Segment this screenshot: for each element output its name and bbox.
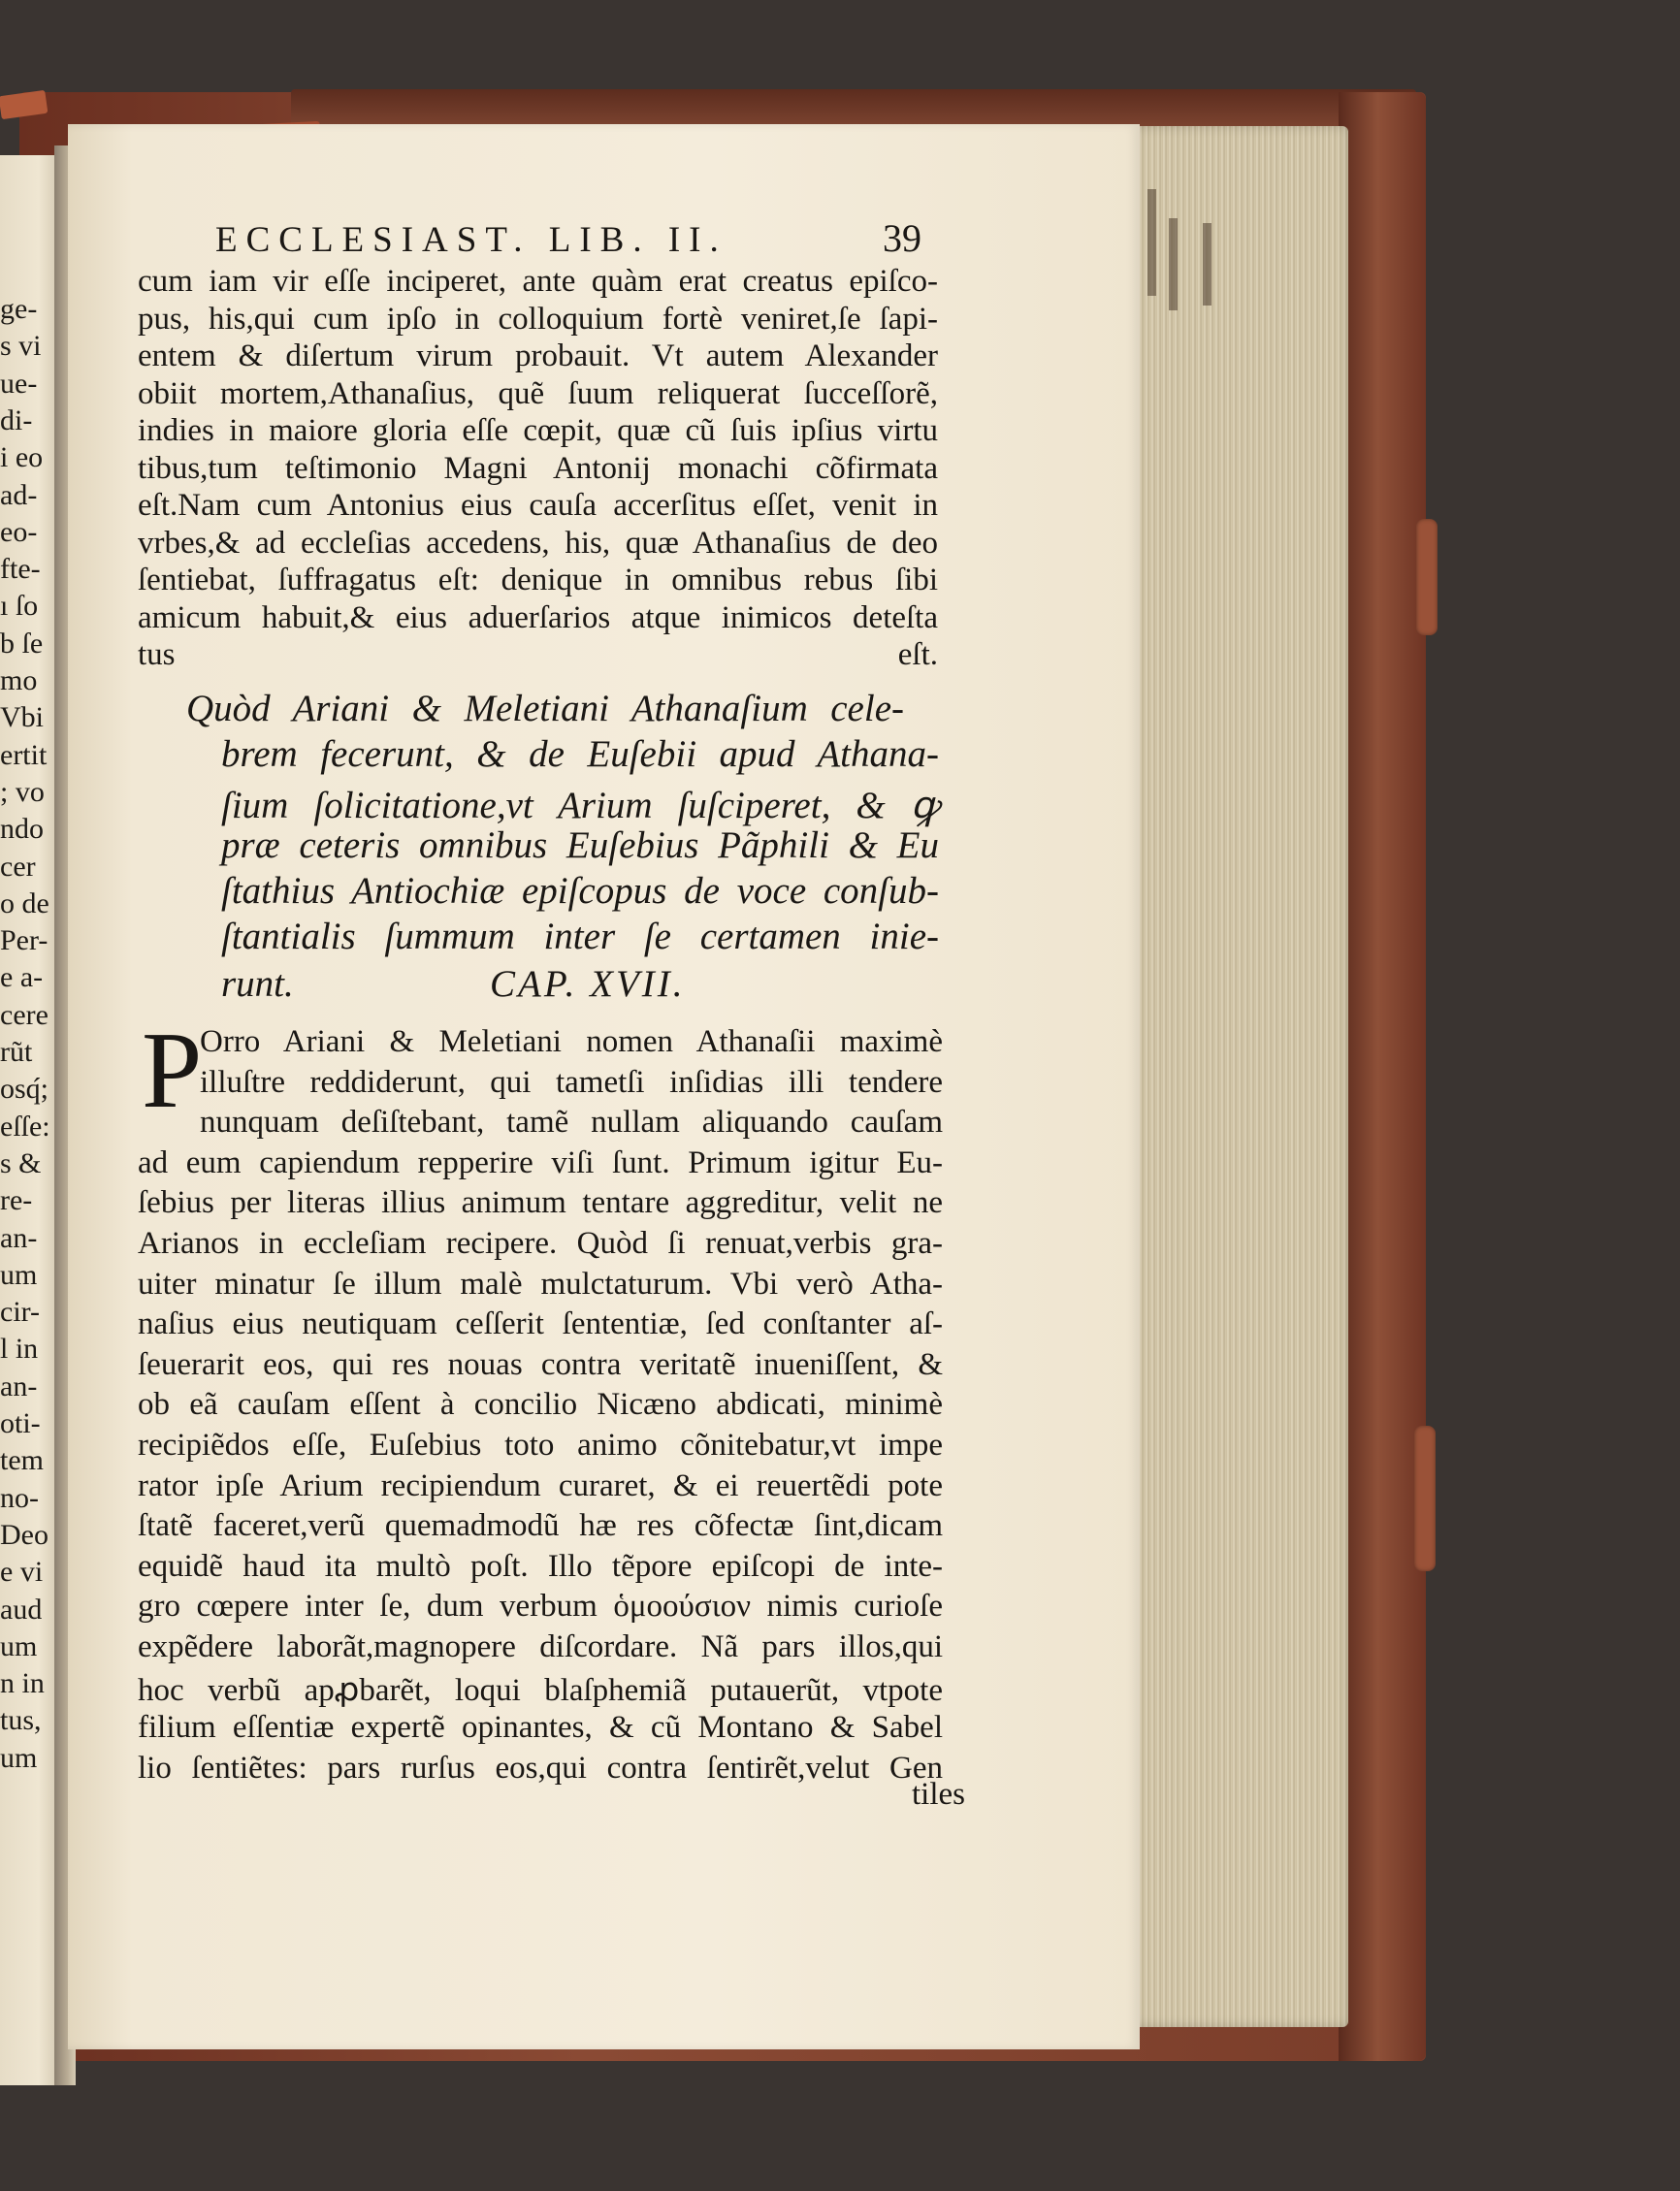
text-line: nunquam deſiſtebant, tamẽ nullam aliquando cauſam bbox=[200, 1105, 943, 1141]
left-page-text-fragment: ndo bbox=[0, 813, 44, 846]
left-page-text-fragment: tus, bbox=[0, 1704, 42, 1737]
left-page-text-fragment: rũt bbox=[0, 1036, 33, 1068]
text-line: amicum habuit,& eius aduerſarios atque inimicos deteſta bbox=[138, 599, 938, 635]
text-line: Orro Ariani & Meletiani nomen Athanaſii maximè bbox=[200, 1024, 943, 1059]
left-page-text-fragment: fte- bbox=[0, 553, 41, 586]
text-line: indies in maiore gloria eſſe cœpit, quæ cũ ſuis ipſius virtu bbox=[138, 413, 938, 448]
heading-line: Quòd Ariani & Meletiani Athanaſium cele- bbox=[186, 688, 904, 729]
text-line: expẽdere laborãt,magnopere diſcordare. Nã pars illos,qui bbox=[138, 1629, 943, 1664]
left-page-text-fragment: cer bbox=[0, 850, 36, 883]
left-page-text-fragment: Deo bbox=[0, 1518, 48, 1551]
left-page-text-fragment: e vi bbox=[0, 1556, 44, 1589]
text-line: naſius eius neutiquam ceſſerit ſententiæ, ſed conſtanter aſ- bbox=[138, 1306, 943, 1342]
left-page-text-fragment: an- bbox=[0, 1369, 38, 1402]
left-page-text-fragment: s vi bbox=[0, 330, 42, 363]
left-page-text-fragment: ı ſo bbox=[0, 590, 39, 623]
chapter-heading-last-line: runt. bbox=[221, 963, 294, 1005]
text-line: filium eſſentiæ expertẽ opinantes, & cũ Montano & Sabel bbox=[138, 1710, 943, 1746]
heading-line: præ ceteris omnibus Euſebius Pãphili & Eu bbox=[221, 824, 939, 866]
left-page-text-fragment: cir- bbox=[0, 1296, 41, 1329]
running-header: ECCLESIAST. LIB. II. bbox=[215, 220, 727, 260]
left-page-text-fragment: Vbi bbox=[0, 701, 44, 734]
left-page-text-fragment: oti- bbox=[0, 1407, 41, 1439]
left-page-text-fragment: an- bbox=[0, 1221, 38, 1254]
drop-cap: P bbox=[142, 1011, 203, 1131]
page-number: 39 bbox=[883, 216, 921, 260]
text-line: pus, his,qui cum ipſo in colloquium fortè veniret,ſe ſapi- bbox=[138, 301, 938, 337]
left-page-text-fragment: aud bbox=[0, 1593, 43, 1626]
text-line: rator ipſe Arium recipiendum curaret, & ei reuertẽdi pote bbox=[138, 1467, 943, 1503]
heading-line: ſtathius Antiochiæ epiſcopus de voce conſub- bbox=[221, 870, 939, 912]
text-line: ſeuerarit eos, qui res nouas contra veritatẽ inueniſſent, & bbox=[138, 1346, 943, 1382]
text-line: gro cœpere inter ſe, dum verbum ὁμοούσιον nimis curioſe bbox=[138, 1589, 943, 1625]
heading-line: ſium ſolicitatione,vt Arium ſuſciperet, & ꝙ bbox=[221, 785, 939, 826]
text-line: ob eã cauſam eſſent à concilio Nicæno abdicati, minimè bbox=[138, 1387, 943, 1423]
left-page-text-fragment: di- bbox=[0, 403, 33, 436]
left-page-text-fragment: tem bbox=[0, 1444, 44, 1477]
text-line: hoc verbũ apꝓbarẽt, loqui blaſphemiã putauerũt, vtpote bbox=[138, 1672, 943, 1708]
text-line: equidẽ haud ita multò poſt. Illo tẽpore epiſcopi de inte- bbox=[138, 1548, 943, 1584]
heading-line: ſtantialis ſummum inter ſe certamen inie- bbox=[221, 916, 939, 957]
left-page-text-fragment: eo- bbox=[0, 515, 38, 548]
left-page-text-fragment: ue- bbox=[0, 367, 38, 400]
left-page-text-fragment: mo bbox=[0, 664, 38, 696]
text-line: Arianos in eccleſiam recipere. Quòd ſi renuat,verbis gra- bbox=[138, 1226, 943, 1261]
left-page-text-fragment: um bbox=[0, 1741, 38, 1774]
left-page-text-fragment: i eo bbox=[0, 441, 44, 474]
left-page-text-fragment: re- bbox=[0, 1184, 33, 1217]
left-page-text-fragment: osq́; bbox=[0, 1073, 49, 1106]
text-line: ad eum capiendum repperire viſi ſunt. Primum igitur Eu- bbox=[138, 1144, 943, 1180]
text-line: eſt.Nam cum Antonius eius cauſa accerſitus eſſet, venit in bbox=[138, 488, 938, 523]
text-line: illuſtre reddiderunt, qui tametſi inſidias illi tendere bbox=[200, 1064, 943, 1100]
text-line: tibus,tum teſtimonio Magni Antonij monachi cõfirmata bbox=[138, 450, 938, 486]
text-line: recipiẽdos eſſe, Euſebius toto animo cõnitebatur,vt impe bbox=[138, 1428, 943, 1463]
text-line: vrbes,& ad eccleſias accedens, his, quæ Athanaſius de deo bbox=[138, 525, 938, 561]
text-line: ſentiebat, ſuffragatus eſt: denique in omnibus rebus ſibi bbox=[138, 563, 938, 597]
text-line: cum iam vir eſſe inciperet, ante quàm erat creatus epiſco- bbox=[138, 264, 938, 299]
left-page-text-fragment: Per- bbox=[0, 924, 48, 957]
chapter-number: CAP. XVII. bbox=[490, 963, 686, 1005]
left-page-text-fragment: cere bbox=[0, 998, 48, 1031]
left-page-text-fragment: b ſe bbox=[0, 627, 44, 660]
left-page-text-fragment: no- bbox=[0, 1481, 39, 1514]
text-line: ſtatẽ faceret,verũ quemadmodũ hæ res cõfectæ ſint,dicam bbox=[138, 1508, 943, 1544]
text-line: lio ſentiẽtes: pars rurſus eos,qui contra ſentirẽt,velut Gen bbox=[138, 1750, 943, 1786]
text-line: uiter minatur ſe illum malè mulctaturum. Vbi verò Atha- bbox=[138, 1266, 943, 1302]
text-line: entem & diſertum virum probauit. Vt autem Alexander bbox=[138, 338, 938, 373]
left-page-text-fragment: e a- bbox=[0, 961, 44, 994]
left-page-text-fragment: s & bbox=[0, 1146, 42, 1179]
catchword: tiles bbox=[912, 1777, 965, 1812]
left-page-text-fragment: n in bbox=[0, 1667, 45, 1700]
left-page-text-fragment: ge- bbox=[0, 293, 38, 325]
left-page-text-fragment: o de bbox=[0, 886, 49, 919]
left-page-text-fragment: ad- bbox=[0, 478, 38, 511]
left-page-text-fragment: ertit bbox=[0, 738, 48, 771]
text-line: tus eſt. bbox=[138, 637, 938, 672]
left-page-text-fragment: l in bbox=[0, 1333, 39, 1366]
left-page-text-fragment: um bbox=[0, 1629, 38, 1662]
left-page-text-fragment: eſſe: bbox=[0, 1110, 50, 1143]
text-line: ſebius per literas illius animum tentare aggreditur, velit ne bbox=[138, 1185, 943, 1221]
left-page-text-fragment: ; vo bbox=[0, 775, 45, 808]
heading-line: brem fecerunt, & de Euſebii apud Athana- bbox=[221, 733, 939, 775]
left-page-text-fragment: um bbox=[0, 1258, 38, 1291]
text-line: obiit mortem,Athanaſius, quẽ ſuum reliquerat ſucceſſorẽ, bbox=[138, 375, 938, 411]
